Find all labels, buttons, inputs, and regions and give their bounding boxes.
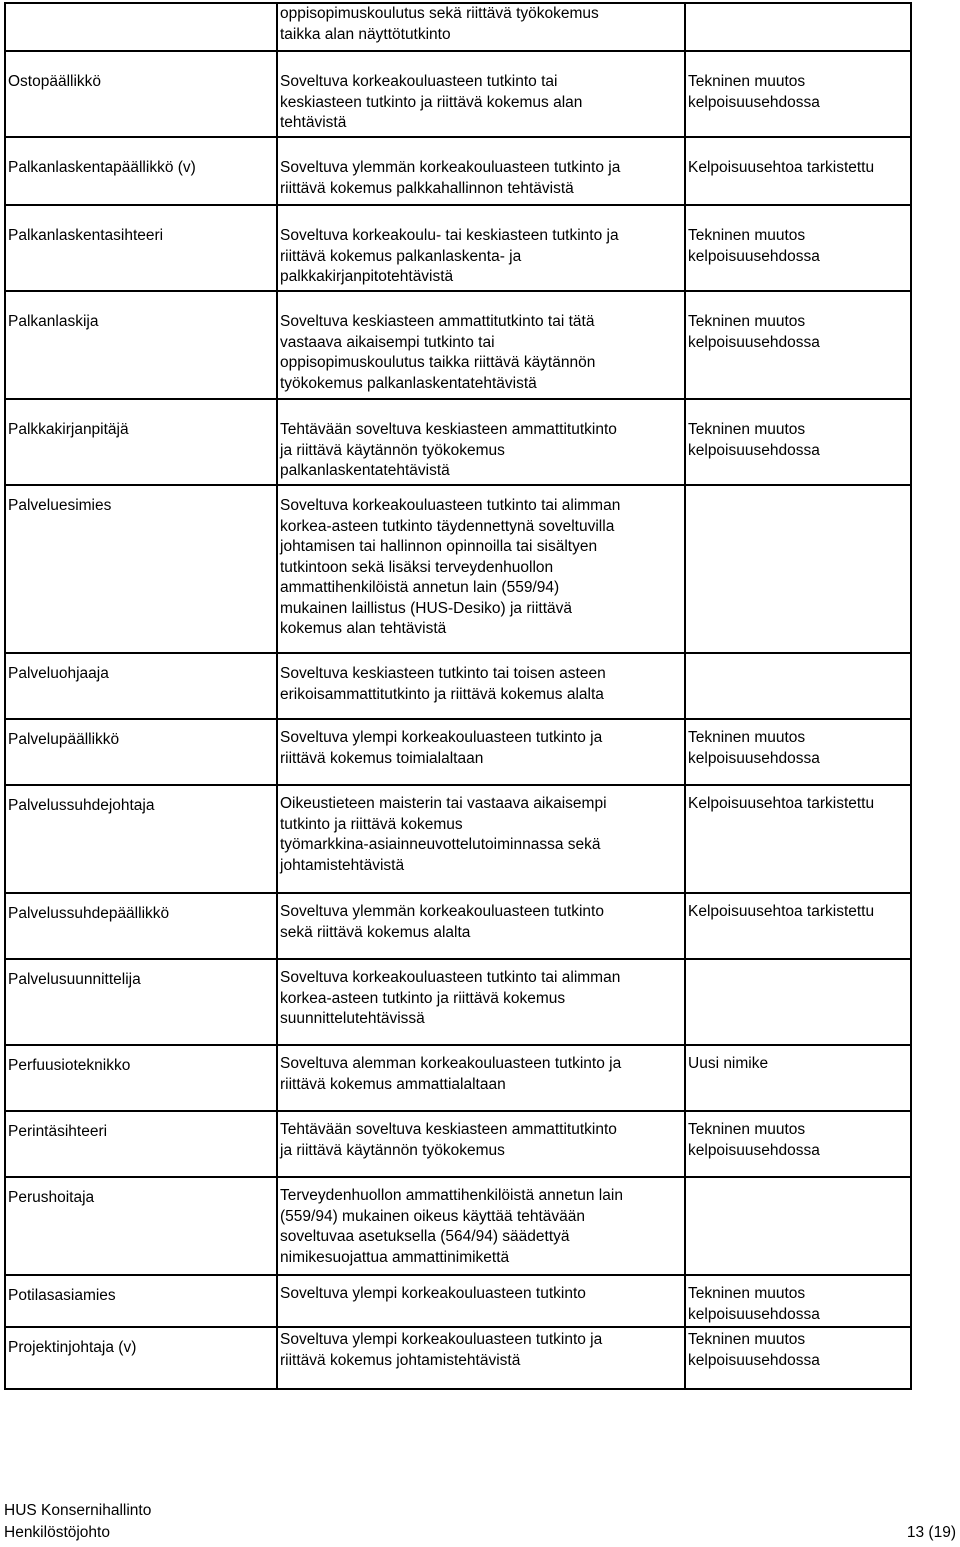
qualification-cell-text: oppisopimuskoulutus sekä riittävä työkokemus taikka alan näyttötutkinto <box>280 5 599 43</box>
qualification-cell-text: Soveltuva alemman korkeakouluasteen tutkinto ja riittävä kokemus ammattialaltaan <box>280 1055 622 1093</box>
job-title-cell-text: Palkanlaskentasihteeri <box>8 227 164 244</box>
status-cell-text: Tekninen muutos kelpoisuusehdossa <box>688 729 820 767</box>
job-title-cell-text: Palvelussuhdejohtaja <box>8 797 155 814</box>
status-cell <box>685 785 911 893</box>
qualification-cell <box>277 1327 685 1389</box>
table-row <box>5 51 911 137</box>
table-row <box>5 137 911 205</box>
qualification-cell-text: Soveltuva ylempi korkeakouluasteen tutkinto <box>280 1285 586 1302</box>
page-footer <box>4 1500 956 1544</box>
qualification-cell <box>277 51 685 137</box>
job-title-cell <box>5 205 277 291</box>
status-cell <box>685 137 911 205</box>
footer-org-line <box>4 1500 956 1522</box>
qualification-cell <box>277 1177 685 1275</box>
job-title-cell-text: Palvelupäällikkö <box>8 731 120 748</box>
qualification-cell <box>277 719 685 785</box>
status-cell <box>685 1177 911 1275</box>
status-cell <box>685 719 911 785</box>
table-row <box>5 893 911 959</box>
table-row <box>5 959 911 1045</box>
job-title-cell <box>5 719 277 785</box>
qualification-cell-text: Soveltuva korkeakouluasteen tutkinto tai alimman korkea-asteen tutkinto täydennettynä soveltuvilla johtamisen tai hallinnon opinnoilla tai sisältyen tutkintoon sekä lisäksi terveydenhuollon ammattihenkilöistä annetun lain (559/94) mukainen laillistus (HUS-Desiko) ja riittävä kokemus alan tehtävistä <box>280 497 621 637</box>
table-row <box>5 205 911 291</box>
job-title-cell <box>5 1275 277 1327</box>
status-cell <box>685 1045 911 1111</box>
status-cell-text: Tekninen muutos kelpoisuusehdossa <box>688 73 820 111</box>
table-row <box>5 1275 911 1327</box>
table-row <box>5 1327 911 1389</box>
qualification-cell <box>277 653 685 719</box>
job-title-cell-text: Perfuusioteknikko <box>8 1057 131 1074</box>
qualification-cell <box>277 1275 685 1327</box>
job-title-cell-text: Projektinjohtaja (v) <box>8 1339 137 1356</box>
job-title-cell <box>5 399 277 485</box>
status-cell-text: Tekninen muutos kelpoisuusehdossa <box>688 1285 820 1323</box>
status-cell-text: Uusi nimike <box>688 1055 769 1072</box>
status-cell <box>685 399 911 485</box>
job-title-cell <box>5 1111 277 1177</box>
qualification-cell-text: Terveydenhuollon ammattihenkilöistä annetun lain (559/94) mukainen oikeus käyttää tehtävään soveltuvaa asetuksella (564/94) säädettyä nimikesuojattua ammattinimikettä <box>280 1187 623 1266</box>
job-title-cell <box>5 1327 277 1389</box>
job-title-cell <box>5 291 277 399</box>
status-cell <box>685 1111 911 1177</box>
qualification-cell-text: Soveltuva korkeakouluasteen tutkinto tai alimman korkea-asteen tutkinto ja riittävä kokemus suunnittelutehtävissä <box>280 969 621 1027</box>
qualification-cell-text: Oikeustieteen maisterin tai vastaava aikaisempi tutkinto ja riittävä kokemus työmarkkina-asiainneuvottelutoiminnassa sekä johtamistehtävistä <box>280 795 607 874</box>
job-title-cell <box>5 1177 277 1275</box>
job-title-cell <box>5 3 277 51</box>
qualification-table-container <box>4 2 907 1390</box>
qualification-cell <box>277 291 685 399</box>
status-cell <box>685 485 911 653</box>
footer-department: Henkilöstöjohto <box>4 1524 110 1541</box>
qualification-cell-text: Soveltuva korkeakoulu- tai keskiasteen tutkinto ja riittävä kokemus palkanlaskenta- ja palkkakirjanpitotehtävistä <box>280 227 619 285</box>
job-title-cell <box>5 1045 277 1111</box>
status-cell <box>685 893 911 959</box>
status-cell-text: Tekninen muutos kelpoisuusehdossa <box>688 227 820 265</box>
table-row <box>5 291 911 399</box>
job-title-cell <box>5 893 277 959</box>
job-title-cell <box>5 485 277 653</box>
status-cell-text: Tekninen muutos kelpoisuusehdossa <box>688 1121 820 1159</box>
table-row <box>5 719 911 785</box>
footer-department-line <box>4 1522 956 1544</box>
qualification-cell <box>277 485 685 653</box>
job-title-cell-text: Palkanlaskentapäällikkö (v) <box>8 159 196 176</box>
qualification-table-body <box>5 3 911 1389</box>
qualification-cell-text: Soveltuva korkeakouluasteen tutkinto tai keskiasteen tutkinto ja riittävä kokemus alan tehtävistä <box>280 73 583 131</box>
qualification-cell <box>277 399 685 485</box>
job-title-cell <box>5 137 277 205</box>
qualification-cell <box>277 1111 685 1177</box>
job-title-cell-text: Palkanlaskija <box>8 313 99 330</box>
qualification-cell <box>277 3 685 51</box>
table-row <box>5 485 911 653</box>
qualification-cell <box>277 959 685 1045</box>
status-cell <box>685 3 911 51</box>
job-title-cell-text: Palveluohjaaja <box>8 665 109 682</box>
status-cell-text: Tekninen muutos kelpoisuusehdossa <box>688 421 820 459</box>
status-cell <box>685 291 911 399</box>
status-cell-text: Kelpoisuusehtoa tarkistettu <box>688 159 875 176</box>
job-title-cell-text: Perushoitaja <box>8 1189 95 1206</box>
table-row <box>5 3 911 51</box>
footer-org: HUS Konsernihallinto <box>4 1502 152 1519</box>
qualification-cell-text: Soveltuva keskiasteen ammattitutkinto tai tätä vastaava aikaisempi tutkinto tai oppisopimuskoulutus taikka riittävä käytännön työkokemus palkanlaskentatehtävistä <box>280 313 596 392</box>
status-cell <box>685 1275 911 1327</box>
page-number: 13 (19) <box>906 1524 956 1541</box>
table-row <box>5 1045 911 1111</box>
table-row <box>5 653 911 719</box>
table-row <box>5 399 911 485</box>
status-cell <box>685 959 911 1045</box>
job-title-cell-text: Palkkakirjanpitäjä <box>8 421 129 438</box>
job-title-cell-text: Potilasasiamies <box>8 1287 116 1304</box>
qualification-cell <box>277 1045 685 1111</box>
status-cell-text: Tekninen muutos kelpoisuusehdossa <box>688 313 820 351</box>
job-title-cell-text: Palvelusuunnittelija <box>8 971 141 988</box>
status-cell-text: Tekninen muutos kelpoisuusehdossa <box>688 1331 820 1369</box>
job-title-cell-text: Perintäsihteeri <box>8 1123 108 1140</box>
qualification-cell-text: Soveltuva ylempi korkeakouluasteen tutkinto ja riittävä kokemus johtamistehtävistä <box>280 1331 603 1369</box>
qualification-cell-text: Soveltuva ylemmän korkeakouluasteen tutkinto ja riittävä kokemus palkkahallinnon tehtävistä <box>280 159 621 197</box>
qualification-table <box>4 2 912 1390</box>
job-title-cell <box>5 959 277 1045</box>
status-cell <box>685 1327 911 1389</box>
status-cell-text: Kelpoisuusehtoa tarkistettu <box>688 795 875 812</box>
job-title-cell <box>5 51 277 137</box>
job-title-cell-text: Palvelussuhdepäällikkö <box>8 905 170 922</box>
table-row <box>5 785 911 893</box>
table-row <box>5 1111 911 1177</box>
qualification-cell-text: Tehtävään soveltuva keskiasteen ammattitutkinto ja riittävä käytännön työkokemus <box>280 1121 617 1159</box>
job-title-cell-text: Palveluesimies <box>8 497 112 514</box>
qualification-cell <box>277 205 685 291</box>
status-cell-text: Kelpoisuusehtoa tarkistettu <box>688 903 875 920</box>
qualification-cell-text: Tehtävään soveltuva keskiasteen ammattitutkinto ja riittävä käytännön työkokemus palkanlaskentatehtävistä <box>280 421 617 479</box>
qualification-cell-text: Soveltuva ylemmän korkeakouluasteen tutkinto sekä riittävä kokemus alalta <box>280 903 604 941</box>
qualification-cell <box>277 893 685 959</box>
status-cell <box>685 205 911 291</box>
table-row <box>5 1177 911 1275</box>
qualification-cell-text: Soveltuva ylempi korkeakouluasteen tutkinto ja riittävä kokemus toimialaltaan <box>280 729 603 767</box>
qualification-cell <box>277 785 685 893</box>
job-title-cell <box>5 653 277 719</box>
status-cell <box>685 653 911 719</box>
qualification-cell <box>277 137 685 205</box>
job-title-cell-text: Ostopäällikkö <box>8 73 102 90</box>
job-title-cell <box>5 785 277 893</box>
qualification-cell-text: Soveltuva keskiasteen tutkinto tai toisen asteen erikoisammattitutkinto ja riittävä kokemus alalta <box>280 665 606 703</box>
status-cell <box>685 51 911 137</box>
